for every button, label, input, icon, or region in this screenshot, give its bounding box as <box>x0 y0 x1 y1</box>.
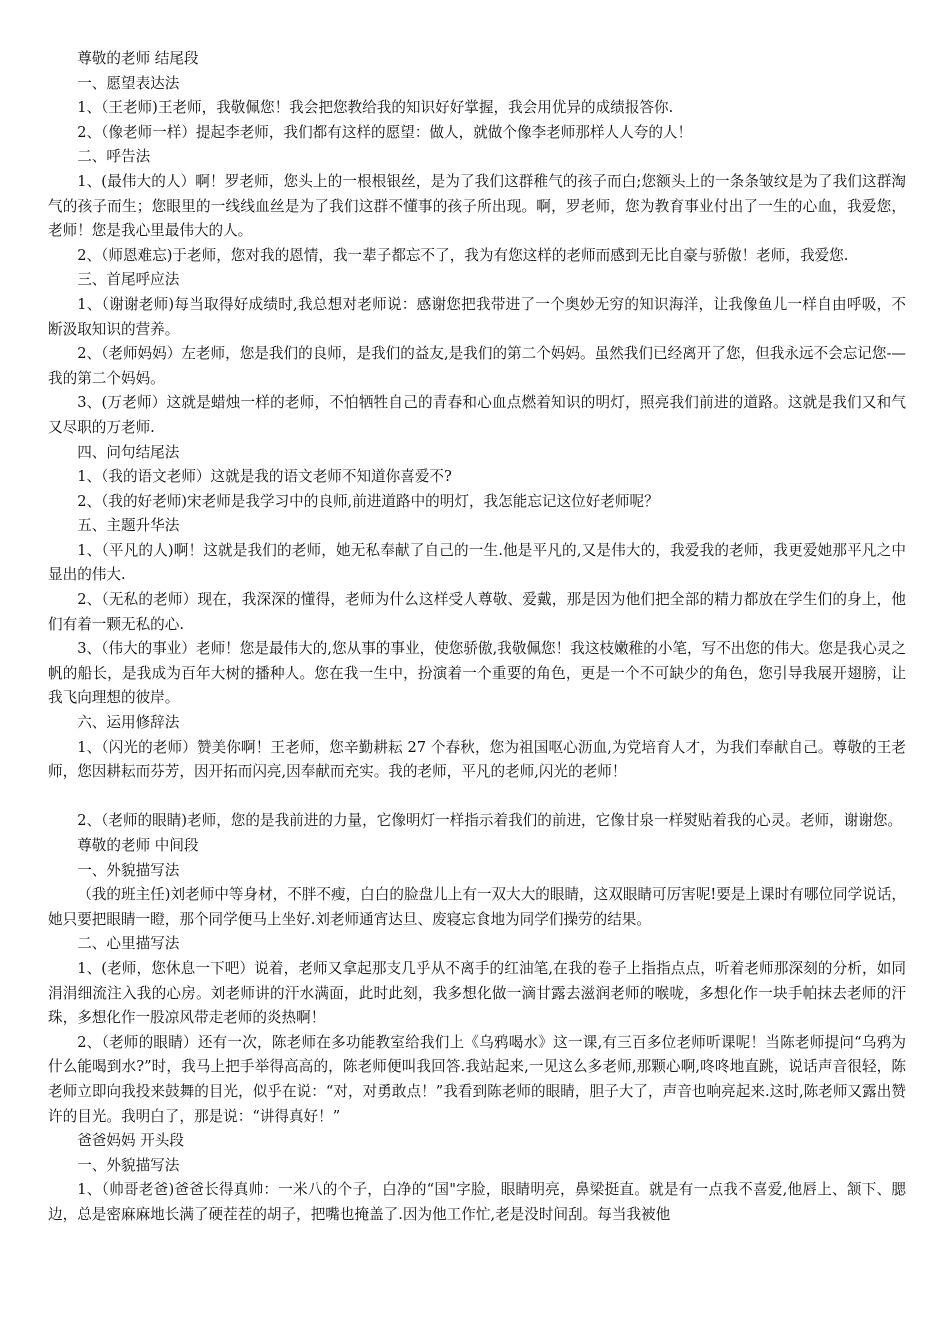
method-heading: 一、外貌描写法 <box>77 1156 180 1174</box>
section-title: 爸爸妈妈 开头段 <box>77 1132 184 1150</box>
example-paragraph: 2、（师恩难忘)于老师，您对我的恩情，我一辈子都忘不了，我为有您这样的老师而感到无比自豪与骄傲！老师，我爱您. <box>77 246 849 264</box>
example-paragraph: 1、(最伟大的人）啊！罗老师，您头上的一根根银丝，是为了我们这群稚气的孩子而白;您额头上的一条条皱纹是为了我们这群淘气的孩子而生；您眼里的一线线血丝是为了我们这群不懂事的孩子所出现。啊，罗老师，您为教育事业付出了一生的心血，我爱您，老师！您是我心里最伟大的人。 <box>48 172 906 240</box>
blank-line <box>48 785 906 810</box>
method-heading: 四、问句结尾法 <box>77 443 180 461</box>
example-paragraph: 2、（老师的眼睛)老师，您的是我前进的力量，它像明灯一样指示着我们的前进，它像甘泉一样熨贴着我的心灵。老师，谢谢您。 <box>77 812 903 830</box>
example-paragraph: 2、（老师的眼睛）还有一次，陈老师在多功能教室给我们上《乌鸦喝水》这一课,有三百多位老师听课呢！当陈老师提问“乌鸦为什么能喝到水?”时，我马上把手举得高高的，陈老师便叫我回答.我站起来,一见这么多老师,那颗心啊,咚咚地直跳，说话声音很轻，陈老师立即向我投来鼓舞的目光，似乎在说：“对，对勇敢点！”我看到陈老师的眼睛，胆子大了，声音也响亮起来.这时,陈老师又露出赞许的目光。我明白了，那是说：“讲得真好！” <box>48 1033 906 1125</box>
example-paragraph: 1、(老师，您休息一下吧）说着，老师又拿起那支几乎从不离手的红油笔,在我的卷子上指指点点，听着老师那深刻的分析，如同涓涓细流注入我的心房。刘老师讲的汗水满面，此时此刻，我多想化做一滴甘露去滋润老师的喉咙，多想化作一块手帕抹去老师的汗珠，多想化作一股凉风带走老师的炎热啊！ <box>48 959 906 1027</box>
method-heading: 二、呼告法 <box>77 148 151 166</box>
example-paragraph: 2、（像老师一样）提起李老师，我们都有这样的愿望：做人，就做个像李老师那样人人夸的人！ <box>77 123 693 141</box>
example-paragraph: 1、（闪光的老师）赞美你啊！王老师，您辛勤耕耘 27 个春秋，您为祖国呕心沥血,为党培育人才，为我们奉献自己。尊敬的王老师，您因耕耘而芬芳，因开拓而闪亮,因奉献而充实。我的老师，平凡的老师,闪光的老师！ <box>48 738 906 781</box>
method-heading: 二、心里描写法 <box>77 935 180 953</box>
method-heading: 五、主题升华法 <box>77 517 180 535</box>
method-heading: 六、运用修辞法 <box>77 714 180 732</box>
example-paragraph: 1、（我的语文老师）这就是我的语文老师不知道你喜爱不? <box>77 468 452 486</box>
method-heading: 一、外貌描写法 <box>77 861 180 879</box>
example-paragraph: 1、（谢谢老师)每当取得好成绩时,我总想对老师说：感谢您把我带进了一个奥妙无穷的知识海洋，让我像鱼儿一样自由呼吸，不断汲取知识的营养。 <box>48 295 906 338</box>
example-paragraph: 2、（无私的老师）现在，我深深的懂得，老师为什么这样受人尊敬、爱戴，那是因为他们把全部的精力都放在学生们的身上，他们有着一颗无私的心. <box>48 591 906 633</box>
example-paragraph: 3、(万老师）这就是蜡烛一样的老师，不怕牺牲自己的青春和心血点燃着知识的明灯，照亮我们前进的道路。这就是我们又和气又尽职的万老师. <box>48 394 906 436</box>
example-paragraph: 2、（老师妈妈）左老师，您是我们的良师，是我们的益友,是我们的第二个妈妈。虽然我们已经离开了您，但我永远不会忘记您-—我的第二个妈妈。 <box>48 345 906 387</box>
example-paragraph: 1、（帅哥老爸)爸爸长得真帅：一米八的个子，白净的“国"字脸，眼睛明亮，鼻梁挺直。就是有一点我不喜爱,他唇上、颔下、腮边，总是密麻麻地长满了硬茬茬的胡子，把嘴也掩盖了.因为他工作忙,老是没时间刮。每当我被他 <box>48 1181 906 1223</box>
example-paragraph: 1、（王老师)王老师，我敬佩您！我会把您教给我的知识好好掌握，我会用优异的成绩报答你. <box>77 99 674 117</box>
section-title: 尊敬的老师 结尾段 <box>77 50 199 67</box>
section-title: 尊敬的老师 中间段 <box>77 837 199 854</box>
method-heading: 三、首尾呼应法 <box>77 271 180 289</box>
example-paragraph: 1、（平凡的人)啊！这就是我们的老师，她无私奉献了自己的一生.他是平凡的,又是伟大的，我爱我的老师，我更爱她那平凡之中显出的伟大. <box>48 541 906 584</box>
method-heading: 一、愿望表达法 <box>77 74 180 92</box>
example-paragraph: （我的班主任)刘老师中等身材，不胖不瘦，白白的脸盘儿上有一双大大的眼睛，这双眼睛可厉害呢!要是上课时有哪位同学说话，她只要把眼睛一瞪，那个同学便马上坐好.刘老师通宵达旦、废寝忘食地为同学们操劳的结果。 <box>48 886 907 928</box>
document-body <box>48 47 906 1228</box>
example-paragraph: 3、（伟大的事业）老师！您是最伟大的,您从事的事业，使您骄傲,我敬佩您！我这枝嫩稚的小笔，写不出您的伟大。您是我心灵之帆的船长，是我成为百年大树的播种人。您在我一生中，扮演着一个重要的角色，更是一个不可缺少的角色，您引导我展开翅膀，让我飞向理想的彼岸。 <box>48 640 906 707</box>
example-paragraph: 2、（我的好老师)宋老师是我学习中的良师,前进道路中的明灯，我怎能忘记这位好老师呢？ <box>77 492 659 510</box>
